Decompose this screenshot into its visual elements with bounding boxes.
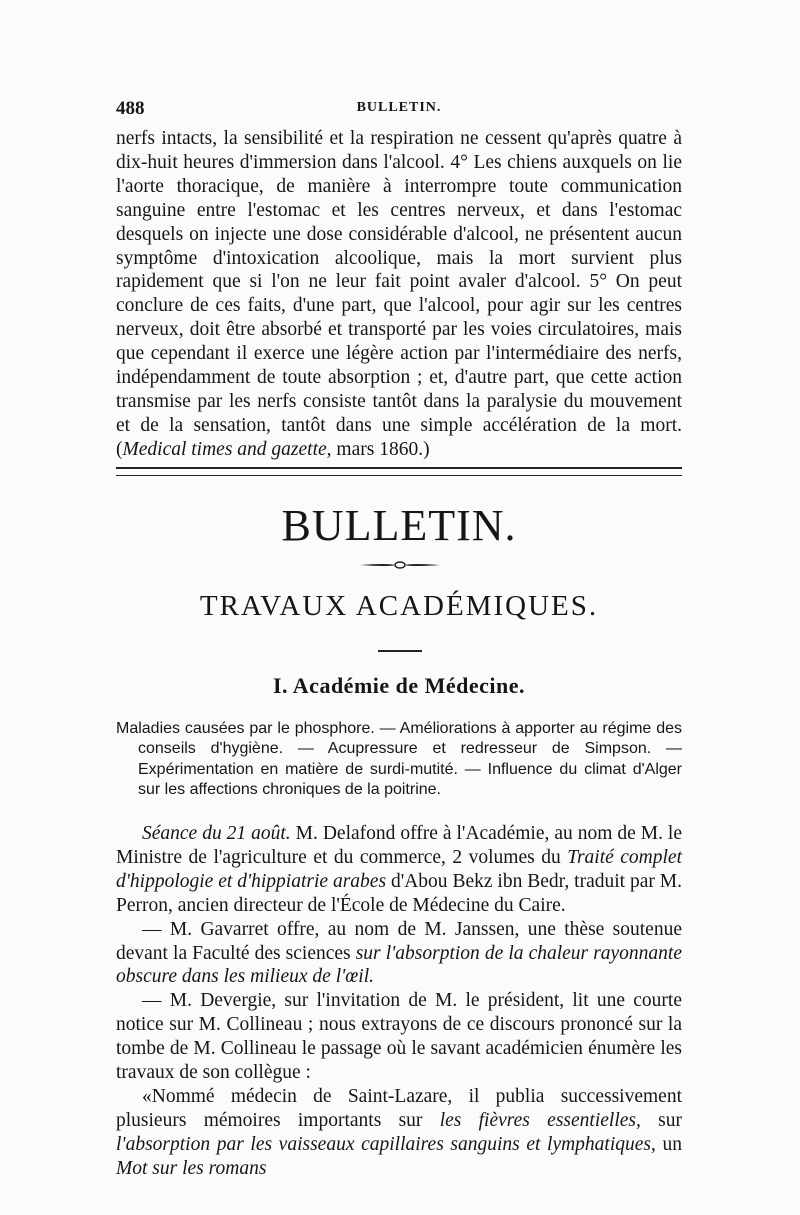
citation-date: mars 1860.)	[331, 438, 430, 460]
paragraph	[116, 989, 682, 1085]
ornament-divider	[358, 560, 442, 570]
summary-text: Maladies causées par le phosphore. — Améliorations à apporter au régime des conseils d'hygiène. — Acupressure et redresseur de Simpson. — Expérimentation en matière de surdi-mutité. — Influence du climat d'Alger sur les affections chroniques de la poitrine.	[116, 720, 682, 799]
work-title: les fièvres essentielles,	[439, 1109, 641, 1131]
page-header	[116, 98, 682, 122]
paragraph-text: — M. Gavarret offre, au nom de M. Janssen, une thèse soutenue devant la Faculté des sciences	[116, 918, 682, 964]
short-rule	[378, 650, 422, 652]
paragraph-text: , un	[651, 1133, 682, 1155]
paragraph-text: — M. Devergie, sur l'invitation de M. le président, lit une courte notice sur M. Collineau ; nous extrayons de ce discours prononcé sur la tombe de M. Collineau le passage où le savant académicien énumère les travaux de son collègue :	[116, 990, 682, 1084]
subsection-heading: I. Académie de Médecine.	[272, 673, 526, 698]
continued-paragraph	[116, 127, 682, 462]
paragraph	[116, 822, 682, 918]
work-title: l'absorption par les vaisseaux capillaires sanguins et lymphatiques	[116, 1133, 652, 1155]
session-report	[116, 822, 682, 1181]
paragraph-text: «Nommé médecin de Saint-Lazare, il publia successivement plusieurs mémoires importants sur	[116, 1085, 682, 1131]
book-title: Traité complet d'hippologie et d'hippiatrie arabes	[116, 846, 682, 892]
double-rule-divider	[116, 467, 682, 476]
paragraph-text: d'Abou Bekz ibn Bedr, traduit par M. Perron, ancien directeur de l'École de Médecine du Caire.	[116, 870, 682, 916]
work-title: Mot sur les romans	[116, 1157, 267, 1179]
session-date: Séance du 21 août.	[142, 823, 291, 844]
paragraph	[116, 918, 682, 990]
thesis-title: sur l'absorption de la chaleur rayonnante obscure dans les milieux de l'œil.	[116, 942, 683, 988]
page-number: 488	[116, 98, 145, 119]
paragraph	[116, 1085, 682, 1181]
section-heading: TRAVAUX ACADÉMIQUES.	[199, 590, 599, 622]
paragraph-text: sur	[640, 1109, 682, 1131]
paragraph-text: nerfs intacts, la sensibilité et la respiration ne cessent qu'après quatre à dix-huit heures d'immersion dans l'alcool. 4° Les chiens auxquels on lie l'aorte thoracique, de manière à interrompre toute communication sanguine entre l'estomac et les centres nerveux, et dans l'estomac desquels on injecte une dose considérable d'alcool, ne présentent aucun symptôme d'intoxication alcoolique, mais la mort survient plus rapidement que si l'on ne leur fait point avaler d'alcool. 5° On peut conclure de ces faits, d'une part, que l'alcool, pour agir sur les centres nerveux, doit être absorbé et transporté par les voies circulatoires, mais que cependant il exerce une légère action par l'intermédiaire des nerfs, indépendamment de toute absorption ; et, d'autre part, que cette action transmise par les nerfs consiste tantôt dans la paralysie du mouvement et de la sensation, tantôt dans une simple accélération de la mort. (	[116, 128, 682, 460]
session-summary	[116, 719, 682, 801]
bulletin-heading: BULLETIN.	[281, 501, 517, 550]
source-citation: Medical times and gazette,	[122, 438, 332, 460]
paragraph-text: M. Delafond offre à l'Académie, au nom de M. le Ministre de l'agriculture et du commerce, 2 volumes du	[116, 823, 682, 868]
running-head: BULLETIN.	[356, 100, 442, 115]
